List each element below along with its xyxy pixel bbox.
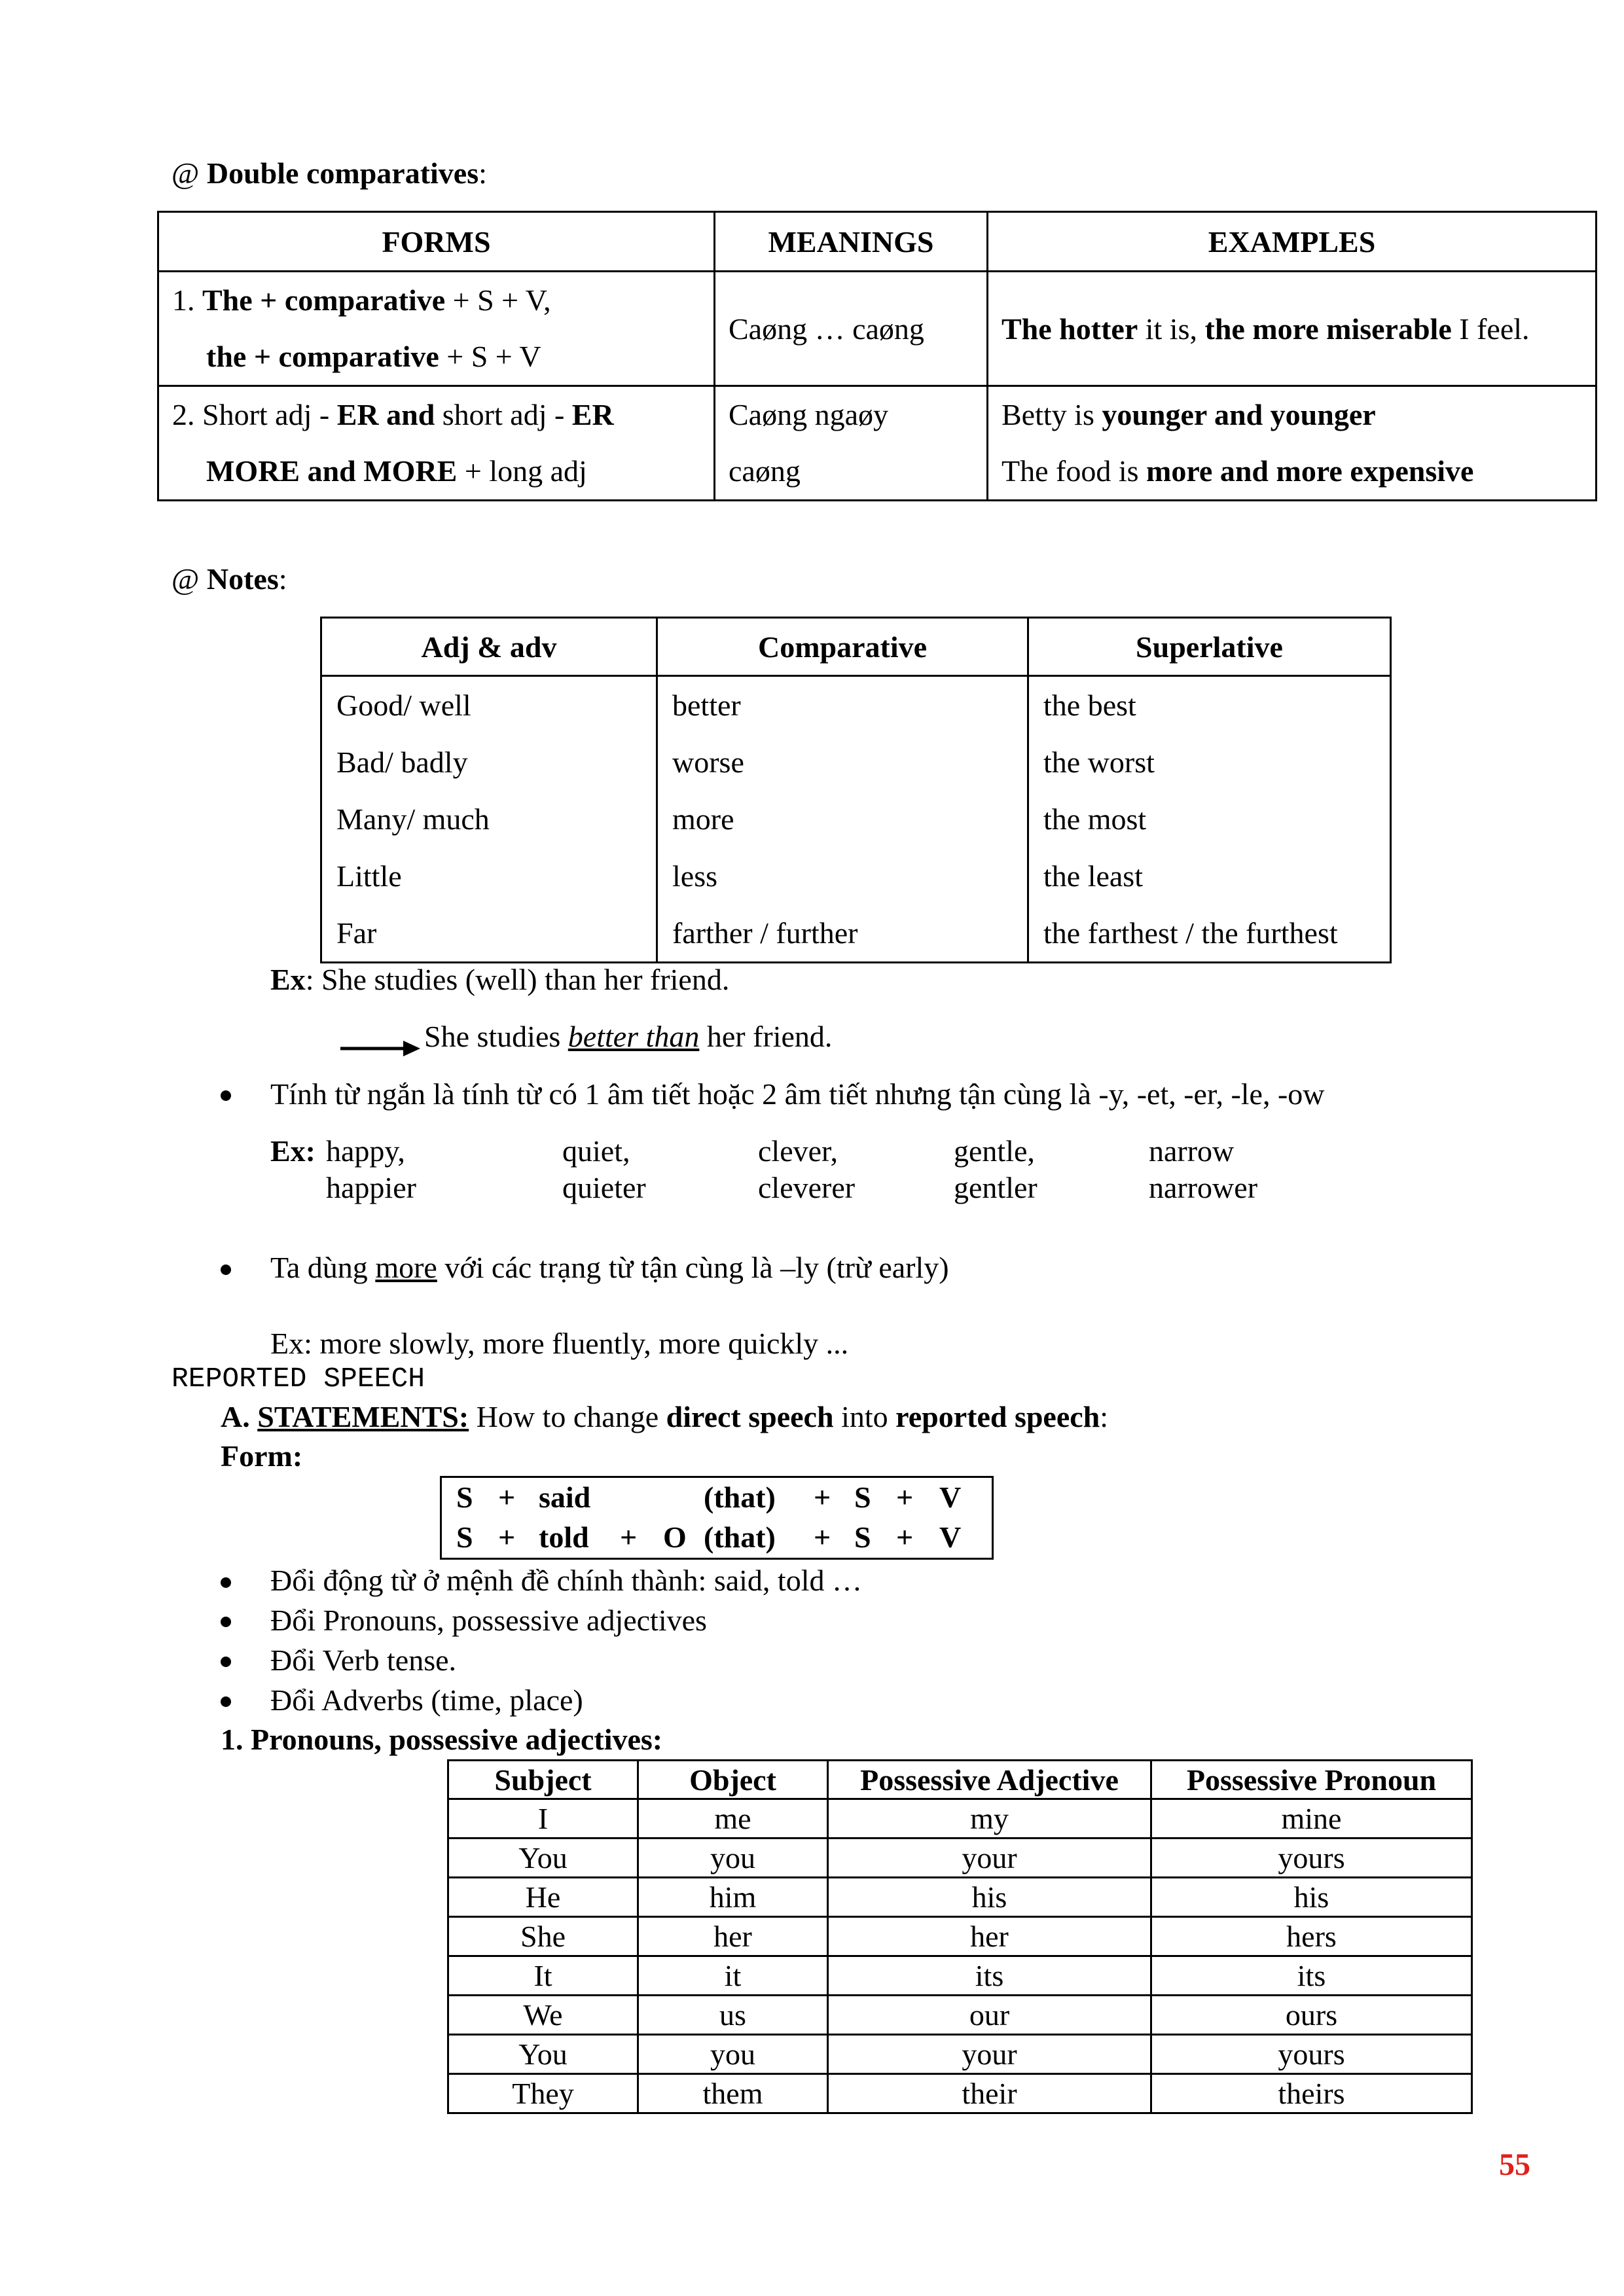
ex2-form: cleverer (758, 1171, 856, 1204)
formula-box (440, 1476, 994, 1560)
pronouns-heading: 1. Pronouns, possessive adjectives: (221, 1723, 663, 1756)
table-row: She her her hers (448, 1917, 1472, 1956)
ex2-word: clever, (758, 1134, 839, 1168)
ex2-word: gentle, (954, 1134, 1035, 1168)
header-forms: FORMS (158, 212, 715, 272)
double-comparatives-table (157, 211, 1597, 501)
arrow-right-icon (340, 1037, 420, 1060)
reported-bullet: Đổi Verb tense. (270, 1643, 457, 1677)
bullet-icon (221, 1617, 231, 1627)
page-number: 55 (1499, 2147, 1530, 2182)
ex2-word: quiet, (562, 1134, 630, 1168)
reported-bullet: Đổi động từ ở mệnh đề chính thành: said, told … (270, 1564, 862, 1597)
ex2-form: gentler (954, 1171, 1038, 1204)
superlative-column: the best the worst the most the least the farthest / the furthest (1028, 676, 1391, 963)
notes-example: Ex: She studies (well) than her friend. (270, 963, 730, 996)
notes-table (320, 617, 1392, 963)
table-row: He him his his (448, 1878, 1472, 1917)
bullet-icon (221, 1577, 231, 1588)
header-subject: Subject (448, 1761, 638, 1799)
header-meanings: MEANINGS (715, 212, 988, 272)
comparative-column: better worse more less farther / further (657, 676, 1028, 963)
ex3-line: Ex: more slowly, more fluently, more quickly ... (270, 1327, 849, 1360)
table-row: You you your yours (448, 2035, 1472, 2074)
formula-said-row: S + said (that) + S + V (456, 1480, 962, 1514)
formula-told-row: S + told + O (that) + S + V (456, 1520, 962, 1554)
header-comparative: Comparative (657, 618, 1028, 676)
header-adj-adv: Adj & adv (321, 618, 657, 676)
notes-example-answer: She studies better than her friend. (424, 1020, 833, 1053)
reported-speech-title: REPORTED SPEECH (171, 1363, 425, 1395)
ex2-form: narrower (1149, 1171, 1258, 1204)
form-label: Form: (221, 1439, 303, 1473)
table-row (158, 272, 1597, 386)
table-row: They them their theirs (448, 2074, 1472, 2113)
notes-heading: @ Notes: (171, 562, 287, 596)
ex2-word: happy, (326, 1134, 405, 1168)
header-examples: EXAMPLES (988, 212, 1597, 272)
ex2-form: quieter (562, 1171, 646, 1204)
table-row: We us our ours (448, 1996, 1472, 2035)
ex2-form: happier (326, 1171, 416, 1204)
pronouns-table (447, 1759, 1473, 2114)
table-row: I me my mine (448, 1799, 1472, 1839)
meaning-cell: Caøng ngaøy caøng (715, 386, 988, 501)
header-object: Object (638, 1761, 828, 1799)
more-ly-rule: Ta dùng more với các trạng từ tận cùng là –ly (trừ early) (270, 1251, 949, 1284)
form-cell: 1. The + comparative + S + V, the + comparative + S + V (158, 272, 715, 386)
reported-bullet: Đổi Adverbs (time, place) (270, 1683, 583, 1717)
table-row (321, 676, 1391, 963)
ex2-word: narrow (1149, 1134, 1235, 1168)
table-row (158, 386, 1597, 501)
header-possessive-adjective: Possessive Adjective (828, 1761, 1151, 1799)
header-superlative: Superlative (1028, 618, 1391, 676)
short-adj-rule: Tính từ ngắn là tính từ có 1 âm tiết hoặc 2 âm tiết nhưng tận cùng là -y, -et, -er, -le, -ow (270, 1077, 1325, 1111)
table-row: It it its its (448, 1956, 1472, 1996)
reported-bullet: Đổi Pronouns, possessive adjectives (270, 1604, 707, 1637)
bullet-icon (221, 1090, 231, 1101)
bullet-icon (221, 1657, 231, 1667)
adj-column: Good/ well Bad/ badly Many/ much Little Far (321, 676, 657, 963)
example-cell: The hotter it is, the more miserable I feel. (988, 272, 1597, 386)
form-cell: 2. Short adj - ER and short adj - ER MORE and MORE + long adj (158, 386, 715, 501)
double-comparatives-heading: @ Double comparatives: (171, 156, 487, 190)
example-cell: Betty is younger and younger The food is more and more expensive (988, 386, 1597, 501)
header-possessive-pronoun: Possessive Pronoun (1151, 1761, 1472, 1799)
table-row: You you your yours (448, 1839, 1472, 1878)
meaning-cell: Caøng … caøng (715, 272, 988, 386)
statements-heading: A. STATEMENTS: How to change direct speech into reported speech: (221, 1400, 1109, 1433)
ex2-label: Ex: (270, 1134, 316, 1168)
bullet-icon (221, 1696, 231, 1707)
bullet-icon (221, 1265, 231, 1275)
